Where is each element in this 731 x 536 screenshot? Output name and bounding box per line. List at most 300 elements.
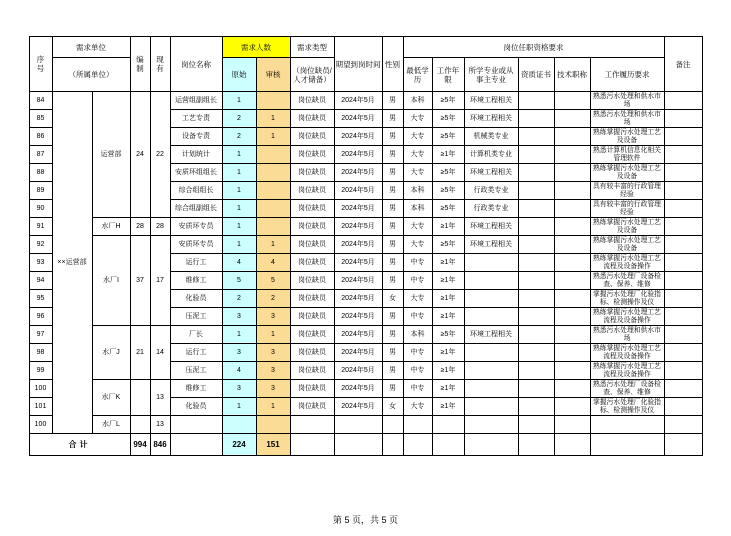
xianyou-header-label: 现有: [156, 55, 164, 73]
cell-edu: 中专: [403, 362, 432, 380]
table-body: [29, 92, 702, 434]
cell-cert: [518, 218, 554, 236]
cell-orig: 1: [222, 92, 256, 110]
cell-bz: [130, 380, 150, 416]
cell-bz: 24: [130, 92, 150, 218]
cell-time: 2024年5月: [334, 236, 382, 254]
cell-audit: [256, 200, 290, 218]
cell-note: [664, 128, 702, 146]
cell-hist: 熟悉污水处理和供水市场: [590, 326, 664, 344]
cell-blank: [590, 434, 664, 456]
total-orig: 224: [222, 434, 256, 456]
cell-hist: 熟悉污水处理厂设备检查、保养、维修: [590, 380, 664, 398]
cell-xy: 14: [150, 326, 170, 380]
cell-yr: ≥1年: [432, 308, 464, 326]
cell-seq: 101: [29, 398, 52, 416]
cell-hist: 熟悉污水处理和供水市场: [590, 92, 664, 110]
cell-major: 环境工程相关: [464, 164, 518, 182]
col-header-note: 备注: [664, 37, 702, 92]
cell-bz: 37: [130, 236, 150, 326]
cell-g: 男: [382, 218, 403, 236]
cell-type: [290, 416, 334, 434]
cell-audit: 3: [256, 344, 290, 362]
cell-edu: 大专: [403, 164, 432, 182]
cell-type: 岗位缺员: [290, 236, 334, 254]
cell-blank: [334, 434, 382, 456]
cell-edu: 本科: [403, 200, 432, 218]
cell-g: 男: [382, 182, 403, 200]
cell-cert: [518, 290, 554, 308]
cell-hist: 掌握污水处理厂化验指标、检测操作及仪: [590, 290, 664, 308]
cell-note: [664, 164, 702, 182]
cell-edu: 中专: [403, 272, 432, 290]
table-row: [29, 92, 702, 110]
col-header-edu: 最低学历: [403, 58, 432, 92]
cell-major: 环境工程相关: [464, 236, 518, 254]
cell-unit: ××运营部: [52, 92, 92, 434]
cell-g: 男: [382, 164, 403, 182]
cell-note: [664, 218, 702, 236]
cell-yr: ≥5年: [432, 110, 464, 128]
cell-seq: 100: [29, 380, 52, 398]
cell-cert: [518, 110, 554, 128]
col-header-title: 技术职称: [554, 58, 590, 92]
cell-note: [664, 326, 702, 344]
cell-cert: [518, 344, 554, 362]
cell-edu: 大专: [403, 398, 432, 416]
cell-sub: 水厂I: [92, 236, 130, 326]
cell-type: 岗位缺员: [290, 92, 334, 110]
cell-time: 2024年5月: [334, 164, 382, 182]
cell-xy: 17: [150, 236, 170, 326]
cell-pos: 维修工: [170, 380, 222, 398]
cell-time: 2024年5月: [334, 326, 382, 344]
col-header-audit: 审核: [256, 58, 290, 92]
cell-blank: [382, 434, 403, 456]
cell-seq: 93: [29, 254, 52, 272]
cell-yr: ≥5年: [432, 128, 464, 146]
cell-yr: ≥1年: [432, 254, 464, 272]
cell-yr: [432, 416, 464, 434]
cell-audit: 1: [256, 110, 290, 128]
cell-yr: ≥1年: [432, 362, 464, 380]
cell-edu: 大专: [403, 290, 432, 308]
cell-bz: 28: [130, 218, 150, 236]
cell-yr: ≥1年: [432, 146, 464, 164]
cell-audit: [256, 218, 290, 236]
col-header-seq: [29, 37, 52, 92]
cell-title: [554, 128, 590, 146]
cell-blank: [403, 434, 432, 456]
cell-audit: 1: [256, 398, 290, 416]
cell-title: [554, 344, 590, 362]
cell-sub: 水厂K: [92, 380, 130, 416]
cell-major: [464, 290, 518, 308]
col-header-cert: 资质证书: [518, 58, 554, 92]
bianzhi-header-label: 编制: [136, 55, 144, 73]
cell-orig: 4: [222, 362, 256, 380]
cell-g: 男: [382, 236, 403, 254]
cell-major: 环境工程相关: [464, 110, 518, 128]
total-row: [29, 434, 702, 456]
cell-cert: [518, 128, 554, 146]
cell-note: [664, 200, 702, 218]
cell-time: 2024年5月: [334, 182, 382, 200]
cell-g: 男: [382, 146, 403, 164]
cell-type: 岗位缺员: [290, 164, 334, 182]
cell-pos: 综合组副组长: [170, 200, 222, 218]
cell-title: [554, 92, 590, 110]
cell-hist: 熟练掌握污水处理工艺流程及设备操作: [590, 362, 664, 380]
cell-seq: 94: [29, 272, 52, 290]
cell-cert: [518, 380, 554, 398]
cell-orig: 1: [222, 182, 256, 200]
cell-note: [664, 236, 702, 254]
cell-yr: ≥5年: [432, 200, 464, 218]
cell-audit: 1: [256, 326, 290, 344]
cell-yr: ≥1年: [432, 272, 464, 290]
cell-title: [554, 182, 590, 200]
table-row: [29, 218, 702, 236]
cell-note: [664, 308, 702, 326]
col-header-type-sub: （岗位缺员/人才储备）: [290, 58, 334, 92]
cell-seq: 86: [29, 128, 52, 146]
cell-time: 2024年5月: [334, 254, 382, 272]
cell-blank: [464, 434, 518, 456]
cell-seq: 88: [29, 164, 52, 182]
cell-type: 岗位缺员: [290, 272, 334, 290]
cell-pos: 化验员: [170, 290, 222, 308]
cell-note: [664, 146, 702, 164]
cell-major: [464, 308, 518, 326]
cell-major: 行政类专业: [464, 182, 518, 200]
cell-audit: 1: [256, 236, 290, 254]
cell-type: 岗位缺员: [290, 218, 334, 236]
cell-seq: 91: [29, 218, 52, 236]
cell-time: 2024年5月: [334, 92, 382, 110]
cell-audit: [256, 92, 290, 110]
cell-yr: ≥1年: [432, 290, 464, 308]
cell-type: 岗位缺员: [290, 308, 334, 326]
cell-seq: 99: [29, 362, 52, 380]
col-header-qualification: 岗位任职资格要求: [403, 37, 664, 58]
cell-note: [664, 182, 702, 200]
col-header-orig: 原始: [222, 58, 256, 92]
cell-note: [664, 272, 702, 290]
cell-edu: 大专: [403, 110, 432, 128]
cell-orig: 2: [222, 290, 256, 308]
cell-yr: ≥1年: [432, 398, 464, 416]
cell-orig: [222, 416, 256, 434]
cell-title: [554, 146, 590, 164]
col-header-history: 工作履历要求: [590, 58, 664, 92]
cell-blank: [518, 434, 554, 456]
cell-title: [554, 398, 590, 416]
cell-cert: [518, 398, 554, 416]
cell-edu: 中专: [403, 308, 432, 326]
cell-title: [554, 236, 590, 254]
cell-title: [554, 380, 590, 398]
cell-cert: [518, 146, 554, 164]
cell-orig: 1: [222, 398, 256, 416]
col-header-xianyou: [150, 37, 170, 92]
cell-pos: 计划统计: [170, 146, 222, 164]
col-header-unit: 需求单位: [52, 37, 130, 58]
cell-note: [664, 398, 702, 416]
cell-title: [554, 272, 590, 290]
cell-hist: 掌握污水处理厂化验指标、检测操作及仪: [590, 398, 664, 416]
cell-seq: 96: [29, 308, 52, 326]
cell-major: [464, 344, 518, 362]
table-row: [29, 236, 702, 254]
cell-edu: 中专: [403, 344, 432, 362]
cell-edu: 中专: [403, 254, 432, 272]
cell-edu: 大专: [403, 146, 432, 164]
cell-hist: 熟悉污水处理和供水市场: [590, 110, 664, 128]
total-xianyou: 846: [150, 434, 170, 456]
cell-major: 环境工程相关: [464, 92, 518, 110]
cell-seq: 97: [29, 326, 52, 344]
cell-time: 2024年5月: [334, 380, 382, 398]
cell-orig: 3: [222, 344, 256, 362]
cell-g: 男: [382, 92, 403, 110]
cell-g: 男: [382, 380, 403, 398]
cell-hist: 熟练掌握污水处理工艺及设备: [590, 128, 664, 146]
cell-hist: 熟练掌握污水处理工艺流程及设备操作: [590, 344, 664, 362]
cell-type: 岗位缺员: [290, 182, 334, 200]
cell-edu: 本科: [403, 182, 432, 200]
total-label: 合计: [29, 434, 130, 456]
cell-hist: 熟练掌握污水处理工艺及设备: [590, 236, 664, 254]
cell-time: 2024年5月: [334, 290, 382, 308]
cell-orig: 1: [222, 164, 256, 182]
cell-pos: 压泥工: [170, 362, 222, 380]
cell-time: 2024年5月: [334, 272, 382, 290]
cell-major: [464, 272, 518, 290]
cell-orig: 2: [222, 128, 256, 146]
cell-audit: 3: [256, 362, 290, 380]
cell-pos: 设备专责: [170, 128, 222, 146]
cell-hist: [590, 416, 664, 434]
cell-bz: [130, 416, 150, 434]
cell-g: 男: [382, 200, 403, 218]
cell-title: [554, 416, 590, 434]
cell-g: 女: [382, 290, 403, 308]
cell-time: 2024年5月: [334, 344, 382, 362]
cell-pos: 工艺专责: [170, 110, 222, 128]
col-header-time: 期望到岗时间: [334, 37, 382, 92]
cell-pos: 运营组副组长: [170, 92, 222, 110]
cell-note: [664, 362, 702, 380]
cell-cert: [518, 416, 554, 434]
cell-cert: [518, 272, 554, 290]
cell-seq: 85: [29, 110, 52, 128]
cell-yr: ≥5年: [432, 182, 464, 200]
cell-orig: 1: [222, 218, 256, 236]
cell-seq: 98: [29, 344, 52, 362]
table-footer: [29, 434, 702, 456]
page-footer: 第 5 页，共 5 页: [332, 515, 398, 525]
cell-sub: 水厂L: [92, 416, 130, 434]
cell-bz: 21: [130, 326, 150, 380]
cell-edu: 本科: [403, 326, 432, 344]
cell-cert: [518, 236, 554, 254]
cell-cert: [518, 92, 554, 110]
col-header-position: 岗位名称: [170, 37, 222, 92]
cell-pos: 综合组组长: [170, 182, 222, 200]
cell-cert: [518, 164, 554, 182]
cell-cert: [518, 254, 554, 272]
cell-orig: 4: [222, 254, 256, 272]
cell-note: [664, 110, 702, 128]
cell-g: 男: [382, 110, 403, 128]
cell-yr: ≥1年: [432, 380, 464, 398]
cell-orig: 3: [222, 380, 256, 398]
total-audit: 151: [256, 434, 290, 456]
col-header-demand: 需求人数: [222, 37, 290, 58]
cell-title: [554, 326, 590, 344]
cell-seq: 95: [29, 290, 52, 308]
cell-edu: 大专: [403, 236, 432, 254]
page: [0, 36, 731, 536]
cell-seq: 100: [29, 416, 52, 434]
table-row: [29, 380, 702, 398]
cell-hist: 熟悉污水处理厂设备检查、保养、维修: [590, 272, 664, 290]
cell-type: 岗位缺员: [290, 146, 334, 164]
cell-seq: 92: [29, 236, 52, 254]
cell-g: 男: [382, 326, 403, 344]
cell-pos: 厂长: [170, 326, 222, 344]
cell-sub: 运营部: [92, 92, 130, 218]
cell-audit: 4: [256, 254, 290, 272]
cell-time: 2024年5月: [334, 308, 382, 326]
cell-major: 计算机类专业: [464, 146, 518, 164]
col-header-gender: 性别: [382, 37, 403, 92]
cell-type: 岗位缺员: [290, 362, 334, 380]
cell-blank: [290, 434, 334, 456]
cell-audit: 1: [256, 128, 290, 146]
cell-edu: 中专: [403, 380, 432, 398]
cell-cert: [518, 182, 554, 200]
cell-note: [664, 290, 702, 308]
cell-cert: [518, 308, 554, 326]
cell-g: 男: [382, 344, 403, 362]
cell-blank: [432, 434, 464, 456]
cell-major: [464, 398, 518, 416]
cell-type: 岗位缺员: [290, 398, 334, 416]
cell-pos: 运行工: [170, 254, 222, 272]
cell-major: [464, 416, 518, 434]
cell-audit: 2: [256, 290, 290, 308]
cell-sub: 水厂H: [92, 218, 130, 236]
cell-edu: [403, 416, 432, 434]
cell-time: 2024年5月: [334, 146, 382, 164]
cell-pos: 化验员: [170, 398, 222, 416]
cell-seq: 89: [29, 182, 52, 200]
cell-time: 2024年5月: [334, 200, 382, 218]
cell-edu: 大专: [403, 218, 432, 236]
cell-sub: 水厂J: [92, 326, 130, 380]
cell-cert: [518, 326, 554, 344]
cell-orig: 5: [222, 272, 256, 290]
cell-major: 机械类专业: [464, 128, 518, 146]
cell-type: 岗位缺员: [290, 344, 334, 362]
cell-xy: 13: [150, 416, 170, 434]
cell-pos: [170, 416, 222, 434]
cell-title: [554, 110, 590, 128]
cell-g: 男: [382, 308, 403, 326]
col-header-major: 所学专业或从事主专业: [464, 58, 518, 92]
cell-yr: ≥5年: [432, 92, 464, 110]
cell-title: [554, 254, 590, 272]
recruitment-table: [29, 36, 703, 456]
cell-blank: [664, 434, 702, 456]
cell-g: 女: [382, 398, 403, 416]
cell-audit: 3: [256, 308, 290, 326]
cell-g: 男: [382, 362, 403, 380]
cell-major: [464, 254, 518, 272]
cell-time: 2024年5月: [334, 128, 382, 146]
cell-g: [382, 416, 403, 434]
cell-pos: 压泥工: [170, 308, 222, 326]
cell-title: [554, 218, 590, 236]
cell-yr: ≥1年: [432, 344, 464, 362]
cell-time: 2024年5月: [334, 218, 382, 236]
cell-cert: [518, 362, 554, 380]
cell-orig: 1: [222, 236, 256, 254]
total-bianzhi: 994: [130, 434, 150, 456]
cell-pos: 安质环专员: [170, 236, 222, 254]
cell-edu: 大专: [403, 128, 432, 146]
col-header-type: 需求类型: [290, 37, 334, 58]
cell-g: 男: [382, 128, 403, 146]
cell-hist: 熟练掌握污水处理工艺流程及设备操作: [590, 254, 664, 272]
cell-type: 岗位缺员: [290, 110, 334, 128]
cell-type: 岗位缺员: [290, 200, 334, 218]
cell-cert: [518, 200, 554, 218]
cell-title: [554, 362, 590, 380]
table-row: [29, 326, 702, 344]
cell-title: [554, 290, 590, 308]
cell-blank: [170, 434, 222, 456]
cell-xy: 13: [150, 380, 170, 416]
cell-time: 2024年5月: [334, 110, 382, 128]
cell-title: [554, 164, 590, 182]
cell-hist: 熟练掌握污水处理工艺及设备: [590, 218, 664, 236]
cell-hist: 具有较丰富的行政管理经验: [590, 200, 664, 218]
cell-yr: ≥5年: [432, 236, 464, 254]
cell-pos: 运行工: [170, 344, 222, 362]
cell-pos: 安质环组组长: [170, 164, 222, 182]
cell-hist: 熟悉计算机信息化相关管理软件: [590, 146, 664, 164]
col-header-years: 工作年限: [432, 58, 464, 92]
cell-orig: 1: [222, 200, 256, 218]
cell-type: 岗位缺员: [290, 254, 334, 272]
cell-orig: 3: [222, 308, 256, 326]
cell-blank: [554, 434, 590, 456]
cell-hist: 熟练掌握污水处理工艺流程及设备操作: [590, 308, 664, 326]
cell-note: [664, 344, 702, 362]
cell-xy: 22: [150, 92, 170, 218]
cell-type: 岗位缺员: [290, 290, 334, 308]
cell-audit: 3: [256, 380, 290, 398]
cell-time: 2024年5月: [334, 362, 382, 380]
cell-audit: [256, 164, 290, 182]
cell-xy: 28: [150, 218, 170, 236]
cell-type: 岗位缺员: [290, 128, 334, 146]
cell-type: 岗位缺员: [290, 380, 334, 398]
cell-pos: 维修工: [170, 272, 222, 290]
